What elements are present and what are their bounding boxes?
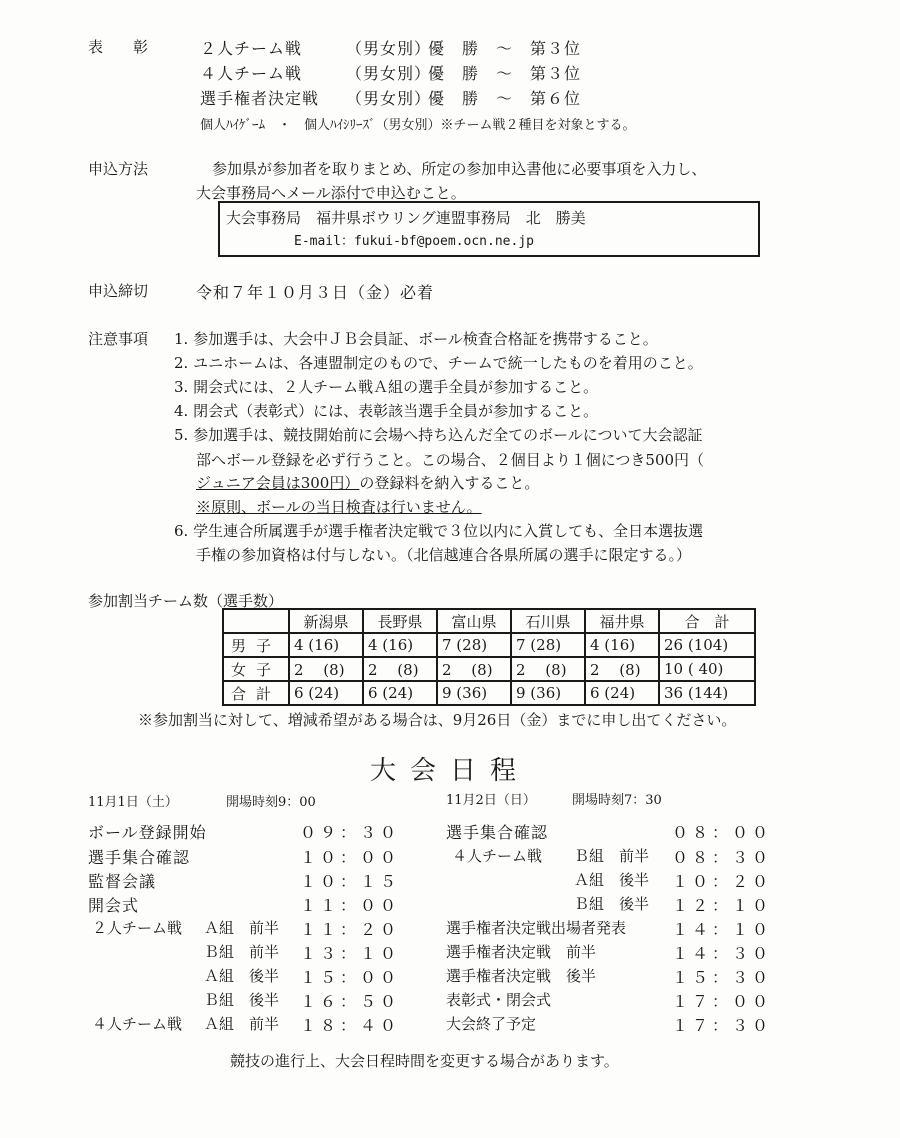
table-cell: 36 (144) — [659, 681, 755, 705]
day1-sub: Ａ組 後半 — [204, 967, 280, 985]
note-item-4: 4. 閉会式（表彰式）には、表彰該当選手全員が参加すること。 — [174, 402, 599, 420]
day1-event: ボール登録開始 — [88, 823, 207, 842]
schedule-footer-note: 競技の進行上、大会日程時間を変更する場合があります。 — [230, 1052, 619, 1070]
day2-event: 選手集合確認 — [446, 823, 549, 842]
table-cell: 2 (8) — [511, 657, 585, 681]
day2-event: 選手権者決定戦 後半 — [446, 967, 597, 985]
day2-sub: Ｂ組 後半 — [574, 895, 650, 913]
day1-event: ４人チーム戦 — [92, 1015, 183, 1033]
day2-time: １０：２０ — [672, 872, 773, 891]
header-fukui: 福井県 — [585, 609, 659, 633]
day2-time: １７：００ — [672, 992, 773, 1011]
table-cell: 6 (24) — [363, 681, 437, 705]
table-cell: 4 (16) — [585, 633, 659, 657]
day2-event: ４人チーム戦 — [452, 847, 543, 865]
note-item-2: 2. ユニホームは、各連盟制定のもので、チームで統一したものを着用のこと。 — [174, 354, 703, 372]
table-row — [223, 681, 755, 705]
day2-open-time: 開場時刻7：30 — [572, 793, 662, 808]
deadline-value: 令和７年１０月３日（金）必着 — [196, 283, 435, 302]
header-nagano: 長野県 — [363, 609, 437, 633]
day2-time: １２：１０ — [672, 896, 773, 915]
table-cell: 2 (8) — [437, 657, 511, 681]
office-email: E-mail：fukui-bf@poem.ocn.ne.jp — [294, 234, 534, 249]
day2-time: ０８：３０ — [672, 848, 773, 867]
note-item-5-line4: ※原則、ボールの当日検査は行いません。 — [196, 498, 482, 516]
day1-time: １８：４０ — [300, 1016, 401, 1035]
day1-time: ０９：３０ — [300, 823, 401, 842]
table-cell: 6 (24) — [585, 681, 659, 705]
allocation-note: ※参加割当に対して、増減希望がある場合は、9月26日（金）までに申し出てください。 — [138, 711, 737, 729]
table-row — [223, 633, 755, 657]
day2-event: 大会終了予定 — [446, 1015, 537, 1033]
day2-sub: Ｂ組 前半 — [574, 847, 650, 865]
table-cell: 7 (28) — [437, 633, 511, 657]
day2-time: １４：３０ — [672, 944, 773, 963]
note-item-6: 6. 学生連合所属選手が選手権者決定戦で３位以内に入賞しても、全日本選抜選 — [174, 522, 704, 540]
award-cat-1: （男女別） — [346, 39, 432, 58]
day2-time: １４：１０ — [672, 920, 773, 939]
day2-event: 選手権者決定戦出場者発表 — [446, 919, 627, 937]
table-header-row — [223, 609, 755, 633]
note-item-3: 3. 開会式には、２人チーム戦Ａ組の選手全員が参加すること。 — [174, 378, 599, 396]
day2-event: 表彰式・閉会式 — [446, 991, 552, 1009]
day1-time: １３：１０ — [300, 944, 401, 963]
note-item-5-line3 — [196, 472, 539, 493]
day1-time: １６：５０ — [300, 992, 401, 1011]
day1-sub: Ｂ組 後半 — [204, 991, 280, 1009]
day1-time: １０：００ — [300, 848, 401, 867]
notes-label: 注意事項 — [88, 330, 149, 348]
day1-sub: Ａ組 前半 — [204, 919, 280, 937]
header-ishikawa: 石川県 — [511, 609, 585, 633]
day1-event: 開会式 — [88, 896, 140, 915]
award-cat-3: （男女別） — [346, 89, 432, 108]
day1-event: ２人チーム戦 — [92, 919, 183, 937]
day1-event: 監督会議 — [88, 872, 157, 891]
allocation-label: 参加割当チーム数（選手数） — [88, 592, 284, 610]
header-toyama: 富山県 — [437, 609, 511, 633]
application-label: 申込方法 — [88, 160, 149, 178]
table-cell: 10 ( 40) — [659, 657, 755, 681]
junior-fee-text: ジュニア会員は300円） — [196, 474, 360, 492]
day1-date: 11月1日（土） — [88, 795, 178, 810]
award-rank-3: 優 勝 ～ 第６位 — [428, 89, 582, 108]
note-item-5: 5. 参加選手は、競技開始前に会場へ持ち込んだ全てのボールについて大会認証 — [174, 426, 703, 444]
awards-label: 表 彰 — [88, 38, 149, 56]
table-corner — [223, 609, 289, 633]
day2-time: １５：３０ — [672, 968, 773, 987]
award-cat-2: （男女別） — [346, 64, 432, 83]
table-cell: 9 (36) — [437, 681, 511, 705]
application-line2: 大会事務局へメール添付で申込むこと。 — [196, 184, 466, 202]
day1-open-time: 開場時刻9：00 — [226, 795, 316, 810]
award-event-3: 選手権者決定戦 — [200, 89, 320, 108]
day2-event: 選手権者決定戦 前半 — [446, 943, 597, 961]
award-rank-1: 優 勝 ～ 第３位 — [428, 39, 582, 58]
table-cell: 2 (8) — [289, 657, 363, 681]
award-rank-2: 優 勝 ～ 第３位 — [428, 64, 582, 83]
day2-date: 11月2日（日） — [446, 793, 536, 808]
table-cell: 2 (8) — [585, 657, 659, 681]
day1-sub: Ｂ組 前半 — [204, 943, 280, 961]
day1-time: １１：２０ — [300, 920, 401, 939]
day1-sub: Ａ組 前半 — [204, 1015, 280, 1033]
table-cell: 4 (16) — [363, 633, 437, 657]
note-item-1: 1. 参加選手は、大会中ＪＢ会員証、ボール検査合格証を携帯すること。 — [174, 330, 658, 348]
day1-time: １５：００ — [300, 968, 401, 987]
award-event-2: ４人チーム戦 — [200, 64, 303, 83]
note-item-6-line2: 手権の参加資格は付与しない。（北信越連合各県所属の選手に限定する。） — [196, 546, 692, 564]
table-cell: 2 (8) — [363, 657, 437, 681]
day2-time: ０８：００ — [672, 823, 773, 842]
row-label-total: 合計 — [223, 681, 289, 705]
row-label-men: 男子 — [223, 633, 289, 657]
allocation-table — [222, 608, 756, 706]
table-cell: 6 (24) — [289, 681, 363, 705]
note-item-5-line2: 部へボール登録を必ず行うこと。この場合、２個目より１個につき500円（ — [196, 451, 705, 469]
table-cell: 7 (28) — [511, 633, 585, 657]
header-total: 合 計 — [659, 609, 755, 633]
schedule-title: 大会日程 — [370, 756, 531, 786]
deadline-label: 申込締切 — [88, 282, 149, 300]
day1-time: １１：００ — [300, 896, 401, 915]
award-event-1: ２人チーム戦 — [200, 39, 303, 58]
day1-time: １０：１５ — [300, 872, 401, 891]
table-cell: 26 (104) — [659, 633, 755, 657]
application-line1: 参加県が参加者を取りまとめ、所定の参加申込書他に必要事項を入力し、 — [212, 160, 707, 178]
day2-time: １７：３０ — [672, 1016, 773, 1035]
header-niigata: 新潟県 — [289, 609, 363, 633]
day2-sub: Ａ組 後半 — [574, 871, 650, 889]
table-row — [223, 657, 755, 681]
table-cell: 9 (36) — [511, 681, 585, 705]
row-label-women: 女子 — [223, 657, 289, 681]
fee-text-rest: の登録料を納入すること。 — [359, 474, 540, 492]
day1-event: 選手集合確認 — [88, 848, 191, 867]
office-name: 大会事務局 福井県ボウリング連盟事務局 北 勝美 — [226, 209, 586, 227]
award-note: 個人ﾊｲｹﾞｰﾑ ・ 個人ﾊｲｼﾘｰｽﾞ（男女別）※チーム戦２種目を対象とする。 — [200, 118, 636, 133]
table-cell: 4 (16) — [289, 633, 363, 657]
